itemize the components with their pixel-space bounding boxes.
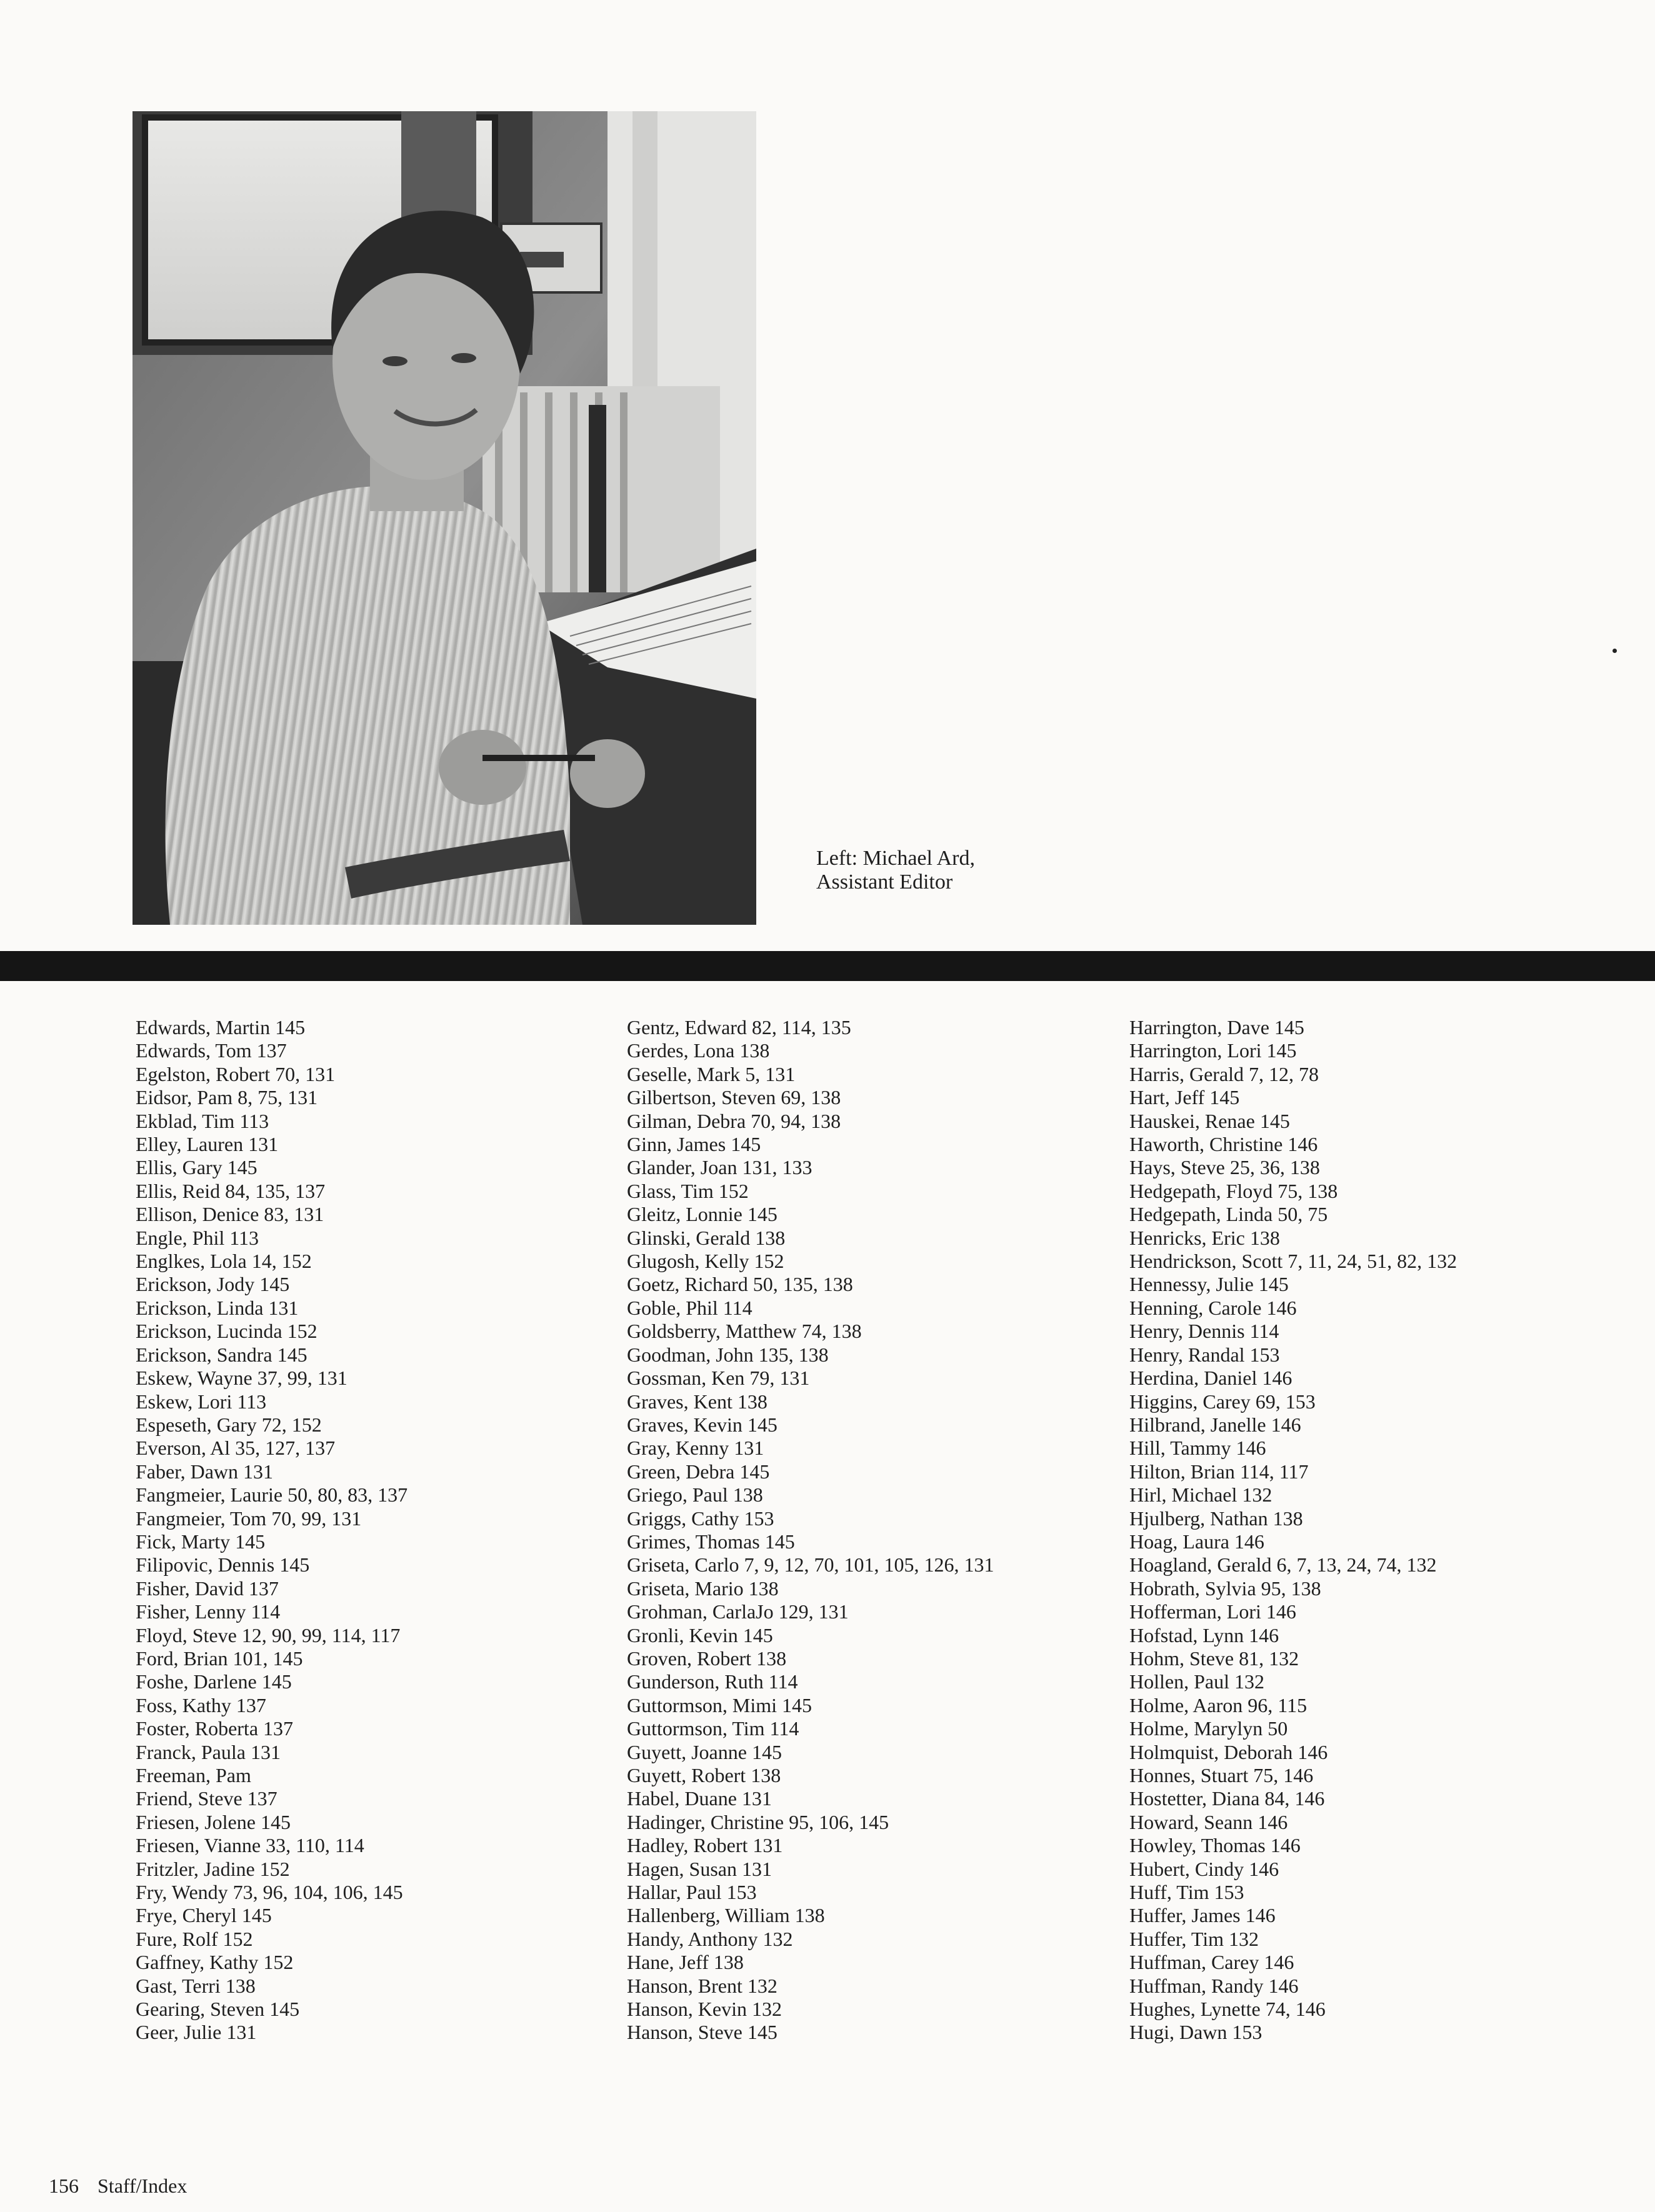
index-entry: Fangmeier, Laurie 50, 80, 83, 137 (136, 1483, 408, 1507)
page-footer (49, 2175, 187, 2197)
index-entry: Hendrickson, Scott 7, 11, 24, 51, 82, 132 (1129, 1250, 1458, 1273)
index-entry: Hoagland, Gerald 6, 7, 13, 24, 74, 132 (1129, 1553, 1437, 1577)
index-entry: Elley, Lauren 131 (136, 1133, 279, 1156)
index-entry: Eskew, Wayne 37, 99, 131 (136, 1367, 348, 1390)
index-entry: Edwards, Martin 145 (136, 1016, 306, 1039)
index-entry: Frye, Cheryl 145 (136, 1904, 272, 1927)
index-entry: Gilman, Debra 70, 94, 138 (627, 1109, 841, 1132)
index-entry: Groven, Robert 138 (627, 1647, 787, 1670)
index-entry: Harris, Gerald 7, 12, 78 (1129, 1062, 1319, 1085)
index-entry: Hoag, Laura 146 (1129, 1530, 1264, 1553)
index-entry: Holme, Aaron 96, 115 (1129, 1693, 1308, 1716)
index-entry: Gossman, Ken 79, 131 (627, 1367, 810, 1390)
index-entry: Everson, Al 35, 127, 137 (136, 1437, 336, 1460)
index-entry: Erickson, Lucinda 152 (136, 1320, 318, 1343)
index-entry: Filipovic, Dennis 145 (136, 1553, 310, 1577)
index-entry: Espeseth, Gary 72, 152 (136, 1413, 322, 1436)
index-entry: Ellison, Denice 83, 131 (136, 1203, 324, 1226)
index-entry: Henry, Randal 153 (1129, 1343, 1280, 1366)
index-entry: Habel, Duane 131 (627, 1787, 772, 1810)
index-entry: Hubert, Cindy 146 (1129, 1857, 1279, 1880)
index-entry: Ellis, Reid 84, 135, 137 (136, 1179, 326, 1202)
index-entry: Eskew, Lori 113 (136, 1390, 267, 1413)
index-entry: Geselle, Mark 5, 131 (627, 1062, 796, 1085)
index-entry: Griseta, Mario 138 (627, 1577, 779, 1600)
index-entry: Hennessy, Julie 145 (1129, 1273, 1289, 1296)
index-column-3 (1129, 1016, 1457, 2045)
index-entry: Floyd, Steve 12, 90, 99, 114, 117 (136, 1623, 401, 1647)
index-entry: Holmquist, Deborah 146 (1129, 1740, 1328, 1763)
index-entry: Faber, Dawn 131 (136, 1460, 273, 1483)
index-entry: Hadinger, Christine 95, 106, 145 (627, 1810, 889, 1833)
index-entry: Fure, Rolf 152 (136, 1927, 253, 1950)
index-entry: Gearing, Steven 145 (136, 1998, 300, 2021)
index-entry: Guttormson, Tim 114 (627, 1717, 799, 1740)
index-entry: Eidsor, Pam 8, 75, 131 (136, 1086, 318, 1109)
index-entry: Henricks, Eric 138 (1129, 1226, 1280, 1249)
index-entry: Hobrath, Sylvia 95, 138 (1129, 1577, 1321, 1600)
index-entry: Ford, Brian 101, 145 (136, 1647, 303, 1670)
print-speck (1612, 649, 1617, 653)
index-entry: Hostetter, Diana 84, 146 (1129, 1787, 1325, 1810)
index-entry: Hanson, Steve 145 (627, 2021, 778, 2044)
index-entry: Huffman, Carey 146 (1129, 1951, 1294, 1974)
index-entry: Erickson, Sandra 145 (136, 1343, 308, 1366)
index-entry: Goetz, Richard 50, 135, 138 (627, 1273, 853, 1296)
index-entry: Hofstad, Lynn 146 (1129, 1623, 1279, 1647)
index-entry: Goble, Phil 114 (627, 1296, 752, 1319)
index-entry: Fritzler, Jadine 152 (136, 1857, 290, 1880)
index-entry: Howley, Thomas 146 (1129, 1834, 1301, 1857)
index-entry: Gaffney, Kathy 152 (136, 1951, 294, 1974)
index-entry: Holme, Marylyn 50 (1129, 1717, 1288, 1740)
index-entry: Herdina, Daniel 146 (1129, 1367, 1292, 1390)
index-entry: Hanson, Brent 132 (627, 1974, 778, 1997)
index-entry: Foster, Roberta 137 (136, 1717, 294, 1740)
index-entry: Higgins, Carey 69, 153 (1129, 1390, 1316, 1413)
index-entry: Glass, Tim 152 (627, 1179, 749, 1202)
photo-caption (816, 847, 975, 894)
index-entry: Huff, Tim 153 (1129, 1881, 1244, 1904)
index-entry: Ginn, James 145 (627, 1133, 761, 1156)
index-entry: Friesen, Vianne 33, 110, 114 (136, 1834, 364, 1857)
index-column-1 (136, 1016, 408, 2045)
index-entry: Englkes, Lola 14, 152 (136, 1250, 312, 1273)
index-entry: Graves, Kevin 145 (627, 1413, 778, 1436)
index-entry: Graves, Kent 138 (627, 1390, 768, 1413)
index-entry: Hilbrand, Janelle 146 (1129, 1413, 1301, 1436)
index-entry: Guyett, Joanne 145 (627, 1740, 782, 1763)
index-entry: Freeman, Pam (136, 1764, 251, 1786)
index-entry: Hjulberg, Nathan 138 (1129, 1507, 1303, 1530)
index-entry: Hallenberg, William 138 (627, 1904, 825, 1927)
caption-line-2: Assistant Editor (816, 870, 953, 894)
index-entry: Glander, Joan 131, 133 (627, 1156, 812, 1179)
index-entry: Hirl, Michael 132 (1129, 1483, 1272, 1507)
index-entry: Fangmeier, Tom 70, 99, 131 (136, 1507, 362, 1530)
index-entry: Hauskei, Renae 145 (1129, 1109, 1290, 1132)
index-entry: Erickson, Jody 145 (136, 1273, 290, 1296)
index-entry: Harrington, Lori 145 (1129, 1039, 1297, 1062)
index-entry: Gleitz, Lonnie 145 (627, 1203, 778, 1226)
index-entry: Henning, Carole 146 (1129, 1296, 1297, 1319)
index-entry: Guttormson, Mimi 145 (627, 1693, 812, 1716)
index-entry: Friend, Steve 137 (136, 1787, 278, 1810)
index-entry: Hagen, Susan 131 (627, 1857, 772, 1880)
index-entry: Hallar, Paul 153 (627, 1881, 757, 1904)
index-entry: Henry, Dennis 114 (1129, 1320, 1279, 1343)
index-entry: Hughes, Lynette 74, 146 (1129, 1998, 1326, 2021)
page-number: 156 (49, 2175, 79, 2197)
index-entry: Erickson, Linda 131 (136, 1296, 299, 1319)
index-entry: Gronli, Kevin 145 (627, 1623, 773, 1647)
index-entry: Hays, Steve 25, 36, 138 (1129, 1156, 1320, 1179)
index-entry: Hill, Tammy 146 (1129, 1437, 1266, 1460)
section-title: Staff/Index (98, 2175, 188, 2197)
caption-line-1: Left: Michael Ard, (816, 847, 975, 870)
index-entry: Hadley, Robert 131 (627, 1834, 783, 1857)
index-entry: Hofferman, Lori 146 (1129, 1600, 1296, 1623)
index-entry: Geer, Julie 131 (136, 2021, 257, 2044)
index-entry: Hart, Jeff 145 (1129, 1086, 1240, 1109)
section-divider (0, 951, 1655, 981)
index-entry: Glinski, Gerald 138 (627, 1226, 786, 1249)
index-entry: Gast, Terri 138 (136, 1974, 256, 1997)
index-entry: Huffman, Randy 146 (1129, 1974, 1299, 1997)
index-entry: Grohman, CarlaJo 129, 131 (627, 1600, 849, 1623)
index-entry: Engle, Phil 113 (136, 1226, 259, 1249)
index-entry: Huffer, Tim 132 (1129, 1927, 1259, 1950)
index-entry: Gerdes, Lona 138 (627, 1039, 770, 1062)
index-entry: Gentz, Edward 82, 114, 135 (627, 1016, 851, 1039)
index-entry: Griggs, Cathy 153 (627, 1507, 774, 1530)
index-entry: Howard, Seann 146 (1129, 1810, 1288, 1833)
index-entry: Hugi, Dawn 153 (1129, 2021, 1262, 2044)
index-entry: Ekblad, Tim 113 (136, 1109, 269, 1132)
index-column-2 (627, 1016, 994, 2045)
index-entry: Goldsberry, Matthew 74, 138 (627, 1320, 862, 1343)
index-entry: Honnes, Stuart 75, 146 (1129, 1764, 1314, 1786)
index-entry: Hedgepath, Floyd 75, 138 (1129, 1179, 1338, 1202)
index-entry: Hedgepath, Linda 50, 75 (1129, 1203, 1328, 1226)
index-entry: Friesen, Jolene 145 (136, 1810, 291, 1833)
index-entry: Fisher, Lenny 114 (136, 1600, 281, 1623)
index-entry: Hollen, Paul 132 (1129, 1670, 1264, 1693)
index-entry: Edwards, Tom 137 (136, 1039, 287, 1062)
index-entry: Harrington, Dave 145 (1129, 1016, 1304, 1039)
index-entry: Hilton, Brian 114, 117 (1129, 1460, 1309, 1483)
index-entry: Hane, Jeff 138 (627, 1951, 744, 1974)
index-entry: Griego, Paul 138 (627, 1483, 763, 1507)
index-entry: Foss, Kathy 137 (136, 1693, 266, 1716)
index-entry: Grimes, Thomas 145 (627, 1530, 795, 1553)
index-entry: Guyett, Robert 138 (627, 1764, 781, 1786)
index-entry: Franck, Paula 131 (136, 1740, 281, 1763)
staff-photo (132, 111, 756, 925)
index-entry: Green, Debra 145 (627, 1460, 770, 1483)
index-entry: Ellis, Gary 145 (136, 1156, 258, 1179)
index-entry: Griseta, Carlo 7, 9, 12, 70, 101, 105, 126, 131 (627, 1553, 994, 1577)
index-entry: Fick, Marty 145 (136, 1530, 266, 1553)
index-entry: Glugosh, Kelly 152 (627, 1250, 784, 1273)
index-entry: Foshe, Darlene 145 (136, 1670, 292, 1693)
index-entry: Fisher, David 137 (136, 1577, 279, 1600)
index-entry: Huffer, James 146 (1129, 1904, 1276, 1927)
index-entry: Handy, Anthony 132 (627, 1927, 793, 1950)
index-entry: Hanson, Kevin 132 (627, 1998, 782, 2021)
index-entry: Egelston, Robert 70, 131 (136, 1062, 336, 1085)
index-entry: Gilbertson, Steven 69, 138 (627, 1086, 841, 1109)
index-entry: Fry, Wendy 73, 96, 104, 106, 145 (136, 1881, 403, 1904)
index-entry: Gray, Kenny 131 (627, 1437, 764, 1460)
index-entry: Haworth, Christine 146 (1129, 1133, 1318, 1156)
index-entry: Hohm, Steve 81, 132 (1129, 1647, 1299, 1670)
index-entry: Goodman, John 135, 138 (627, 1343, 829, 1366)
index-entry: Gunderson, Ruth 114 (627, 1670, 798, 1693)
